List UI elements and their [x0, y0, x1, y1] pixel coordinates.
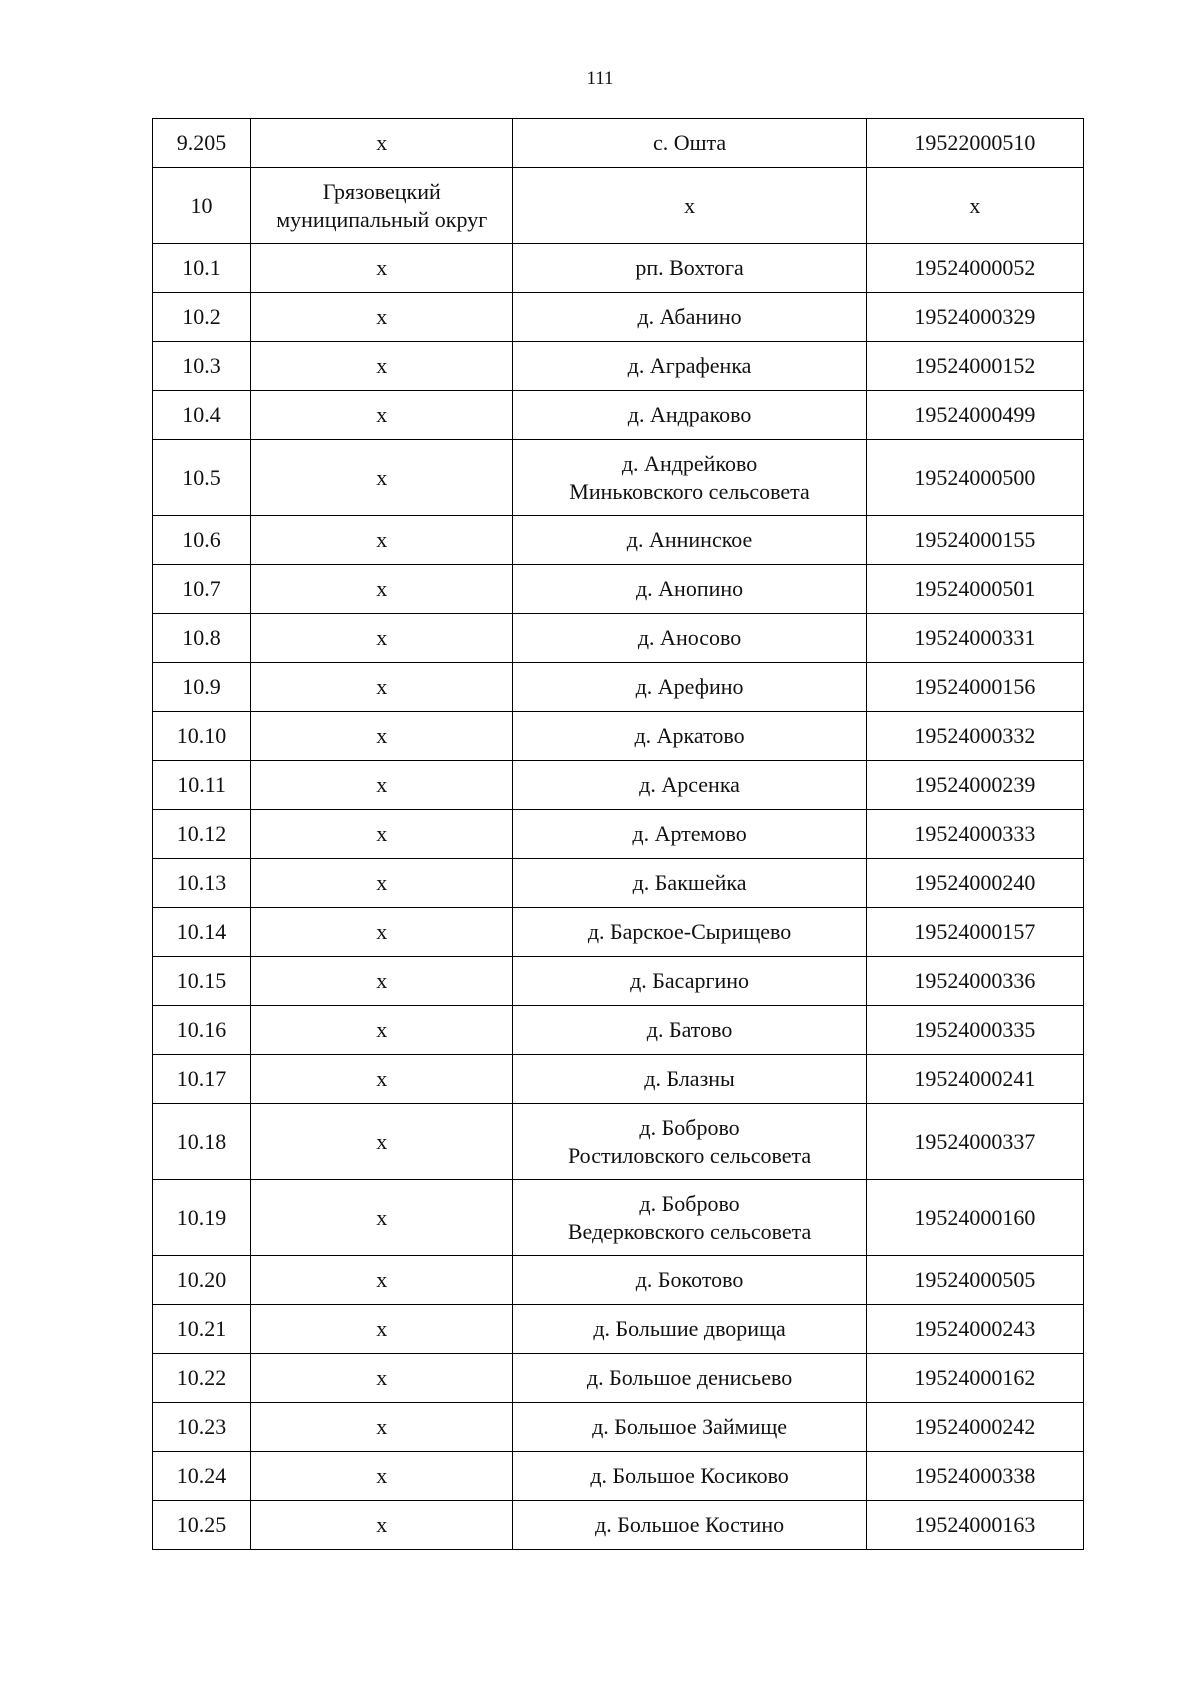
- settlement-cell: [513, 168, 866, 244]
- table-row: [153, 168, 1084, 244]
- district-cell: [251, 342, 513, 391]
- district-cell: [251, 1501, 513, 1550]
- district-cell: [251, 1403, 513, 1452]
- district-line: х: [376, 1365, 388, 1390]
- district-line: х: [376, 919, 388, 944]
- row-number-cell: 10.21: [153, 1305, 251, 1354]
- table-row: [153, 810, 1084, 859]
- district-cell: [251, 1256, 513, 1305]
- row-number-cell: 10.19: [153, 1180, 251, 1256]
- district-cell: [251, 712, 513, 761]
- settlement-cell: [513, 1305, 866, 1354]
- district-line: х: [376, 821, 388, 846]
- page-number: 111: [586, 68, 614, 89]
- code-cell: х: [866, 168, 1083, 244]
- code-cell: 19524000333: [866, 810, 1083, 859]
- district-cell: [251, 440, 513, 516]
- settlement-line: д. Аркатово: [634, 723, 745, 748]
- row-number-cell: 10.24: [153, 1452, 251, 1501]
- code-cell: 19524000163: [866, 1501, 1083, 1550]
- table-row: [153, 1256, 1084, 1305]
- settlement-line: Ростиловского сельсовета: [567, 1142, 812, 1168]
- table-row: [153, 859, 1084, 908]
- settlement-cell: [513, 614, 866, 663]
- district-cell: [251, 244, 513, 293]
- settlement-cell: [513, 1180, 866, 1256]
- settlement-line: д. Арсенка: [639, 772, 740, 797]
- table-row: [153, 1354, 1084, 1403]
- row-number-cell: 10.15: [153, 957, 251, 1006]
- code-cell: 19524000329: [866, 293, 1083, 342]
- settlement-line: с. Ошта: [652, 130, 727, 155]
- code-cell: 19522000510: [866, 119, 1083, 168]
- settlement-cell: [513, 1104, 866, 1180]
- table-row: [153, 342, 1084, 391]
- district-line: х: [376, 1414, 388, 1439]
- settlement-cell: [513, 810, 866, 859]
- settlement-line: д. Андрейково: [621, 450, 758, 476]
- row-number-cell: 10.9: [153, 663, 251, 712]
- district-line: х: [376, 625, 388, 650]
- row-number-cell: 9.205: [153, 119, 251, 168]
- settlement-line: д. Большое Костино: [595, 1512, 785, 1537]
- settlements-table: [152, 118, 1084, 1550]
- district-line: х: [376, 1316, 388, 1341]
- settlement-line: д. Бокотово: [635, 1267, 744, 1292]
- row-number-cell: 10.18: [153, 1104, 251, 1180]
- district-line: х: [376, 402, 388, 427]
- district-line: х: [376, 1204, 388, 1230]
- district-line: х: [376, 130, 388, 155]
- district-cell: [251, 761, 513, 810]
- table-row: [153, 244, 1084, 293]
- table-row: [153, 1501, 1084, 1550]
- district-line: х: [376, 1267, 388, 1292]
- row-number-cell: 10.23: [153, 1403, 251, 1452]
- row-number-cell: 10.7: [153, 565, 251, 614]
- row-number-cell: 10.2: [153, 293, 251, 342]
- settlement-line: д. Абанино: [637, 304, 742, 329]
- code-cell: 19524000155: [866, 516, 1083, 565]
- district-line: х: [376, 1128, 388, 1154]
- settlement-line: д. Большие дворища: [593, 1316, 786, 1341]
- district-line: х: [376, 674, 388, 699]
- settlement-cell: [513, 293, 866, 342]
- row-number-cell: 10.1: [153, 244, 251, 293]
- district-line: х: [376, 464, 388, 490]
- row-number-cell: 10: [153, 168, 251, 244]
- district-line: х: [376, 772, 388, 797]
- district-cell: [251, 168, 513, 244]
- district-line: х: [376, 304, 388, 329]
- row-number-cell: 10.14: [153, 908, 251, 957]
- district-cell: [251, 1180, 513, 1256]
- settlement-line: д. Аннинское: [626, 527, 753, 552]
- settlement-cell: [513, 908, 866, 957]
- settlement-cell: [513, 957, 866, 1006]
- code-cell: 19524000240: [866, 859, 1083, 908]
- code-cell: 19524000052: [866, 244, 1083, 293]
- row-number-cell: 10.25: [153, 1501, 251, 1550]
- row-number-cell: 10.5: [153, 440, 251, 516]
- code-cell: 19524000241: [866, 1055, 1083, 1104]
- table-row: [153, 516, 1084, 565]
- row-number-cell: 10.17: [153, 1055, 251, 1104]
- row-number-cell: 10.11: [153, 761, 251, 810]
- settlement-line: д. Аграфенка: [627, 353, 752, 378]
- district-cell: [251, 1055, 513, 1104]
- code-cell: 19524000499: [866, 391, 1083, 440]
- code-cell: 19524000337: [866, 1104, 1083, 1180]
- settlement-line: д. Большое Косиково: [590, 1463, 789, 1488]
- row-number-cell: 10.6: [153, 516, 251, 565]
- settlement-line: д. Большое Займище: [592, 1414, 788, 1439]
- code-cell: 19524000505: [866, 1256, 1083, 1305]
- district-line: х: [376, 576, 388, 601]
- row-number-cell: 10.12: [153, 810, 251, 859]
- row-number-cell: 10.22: [153, 1354, 251, 1403]
- table-row: [153, 712, 1084, 761]
- table-row: [153, 293, 1084, 342]
- district-cell: [251, 859, 513, 908]
- district-cell: [251, 908, 513, 957]
- district-cell: [251, 516, 513, 565]
- settlement-line: д. Боброво: [639, 1190, 740, 1216]
- district-cell: [251, 614, 513, 663]
- row-number-cell: 10.4: [153, 391, 251, 440]
- settlement-line: д. Бакшейка: [632, 870, 747, 895]
- settlement-cell: [513, 1501, 866, 1550]
- code-cell: 19524000239: [866, 761, 1083, 810]
- settlement-cell: [513, 761, 866, 810]
- table-body: [153, 119, 1084, 1550]
- settlement-line: д. Арефино: [635, 674, 744, 699]
- table-row: [153, 1452, 1084, 1501]
- settlement-cell: [513, 119, 866, 168]
- table-row: [153, 761, 1084, 810]
- settlement-line: д. Боброво: [639, 1114, 740, 1140]
- district-line: Грязовецкий: [322, 178, 441, 204]
- district-cell: [251, 1006, 513, 1055]
- district-cell: [251, 810, 513, 859]
- district-cell: [251, 1354, 513, 1403]
- code-cell: 19524000160: [866, 1180, 1083, 1256]
- district-line: х: [376, 1017, 388, 1042]
- table-row: [153, 663, 1084, 712]
- settlement-line: рп. Вохтога: [635, 255, 744, 280]
- code-cell: 19524000156: [866, 663, 1083, 712]
- district-cell: [251, 565, 513, 614]
- settlement-cell: [513, 1403, 866, 1452]
- table-row: [153, 119, 1084, 168]
- code-cell: 19524000243: [866, 1305, 1083, 1354]
- code-cell: 19524000335: [866, 1006, 1083, 1055]
- code-cell: 19524000500: [866, 440, 1083, 516]
- table-row: [153, 1180, 1084, 1256]
- district-line: х: [376, 723, 388, 748]
- district-line: х: [376, 255, 388, 280]
- settlement-cell: [513, 1055, 866, 1104]
- settlement-cell: [513, 859, 866, 908]
- table-row: [153, 957, 1084, 1006]
- settlement-cell: [513, 516, 866, 565]
- settlement-cell: [513, 342, 866, 391]
- district-line: х: [376, 968, 388, 993]
- district-cell: [251, 663, 513, 712]
- row-number-cell: 10.13: [153, 859, 251, 908]
- settlement-cell: [513, 1452, 866, 1501]
- settlement-cell: [513, 1006, 866, 1055]
- settlement-line: д. Басаргино: [630, 968, 750, 993]
- table-row: [153, 908, 1084, 957]
- table-row: [153, 1006, 1084, 1055]
- settlement-line: д. Аносово: [637, 625, 742, 650]
- district-cell: [251, 1104, 513, 1180]
- settlement-cell: [513, 663, 866, 712]
- code-cell: 19524000242: [866, 1403, 1083, 1452]
- settlement-line: д. Батово: [646, 1017, 733, 1042]
- code-cell: 19524000162: [866, 1354, 1083, 1403]
- settlement-cell: [513, 565, 866, 614]
- district-line: х: [376, 527, 388, 552]
- district-line: х: [376, 870, 388, 895]
- code-cell: 19524000336: [866, 957, 1083, 1006]
- settlement-line: Ведерковского сельсовета: [567, 1218, 812, 1244]
- code-cell: 19524000331: [866, 614, 1083, 663]
- settlement-cell: [513, 1256, 866, 1305]
- table-row: [153, 440, 1084, 516]
- table-row: [153, 1104, 1084, 1180]
- table-row: [153, 565, 1084, 614]
- table-row: [153, 391, 1084, 440]
- settlement-line: д. Блазны: [644, 1066, 735, 1091]
- table-row: [153, 1055, 1084, 1104]
- row-number-cell: 10.10: [153, 712, 251, 761]
- district-cell: [251, 1305, 513, 1354]
- settlement-cell: [513, 1354, 866, 1403]
- settlement-cell: [513, 440, 866, 516]
- table-row: [153, 614, 1084, 663]
- code-cell: 19524000338: [866, 1452, 1083, 1501]
- district-cell: [251, 391, 513, 440]
- row-number-cell: 10.20: [153, 1256, 251, 1305]
- row-number-cell: 10.16: [153, 1006, 251, 1055]
- settlement-line: д. Андраково: [627, 402, 752, 427]
- district-line: х: [376, 1512, 388, 1537]
- settlement-line: Миньковского сельсовета: [569, 478, 810, 504]
- district-cell: [251, 293, 513, 342]
- district-cell: [251, 957, 513, 1006]
- settlement-cell: [513, 391, 866, 440]
- table-row: [153, 1305, 1084, 1354]
- settlement-line: х: [684, 192, 696, 218]
- district-line: муниципальный округ: [276, 206, 488, 232]
- district-cell: [251, 1452, 513, 1501]
- settlement-line: д. Анопино: [635, 576, 744, 601]
- code-cell: 19524000501: [866, 565, 1083, 614]
- district-line: х: [376, 1066, 388, 1091]
- row-number-cell: 10.3: [153, 342, 251, 391]
- district-line: х: [376, 1463, 388, 1488]
- settlement-line: д. Барское-Сырищево: [587, 919, 792, 944]
- code-cell: 19524000152: [866, 342, 1083, 391]
- district-line: х: [376, 353, 388, 378]
- settlement-line: д. Большое денисьево: [586, 1365, 793, 1390]
- row-number-cell: 10.8: [153, 614, 251, 663]
- district-cell: [251, 119, 513, 168]
- code-cell: 19524000332: [866, 712, 1083, 761]
- table-row: [153, 1403, 1084, 1452]
- code-cell: 19524000157: [866, 908, 1083, 957]
- settlement-line: д. Артемово: [632, 821, 747, 846]
- settlement-cell: [513, 712, 866, 761]
- settlement-cell: [513, 244, 866, 293]
